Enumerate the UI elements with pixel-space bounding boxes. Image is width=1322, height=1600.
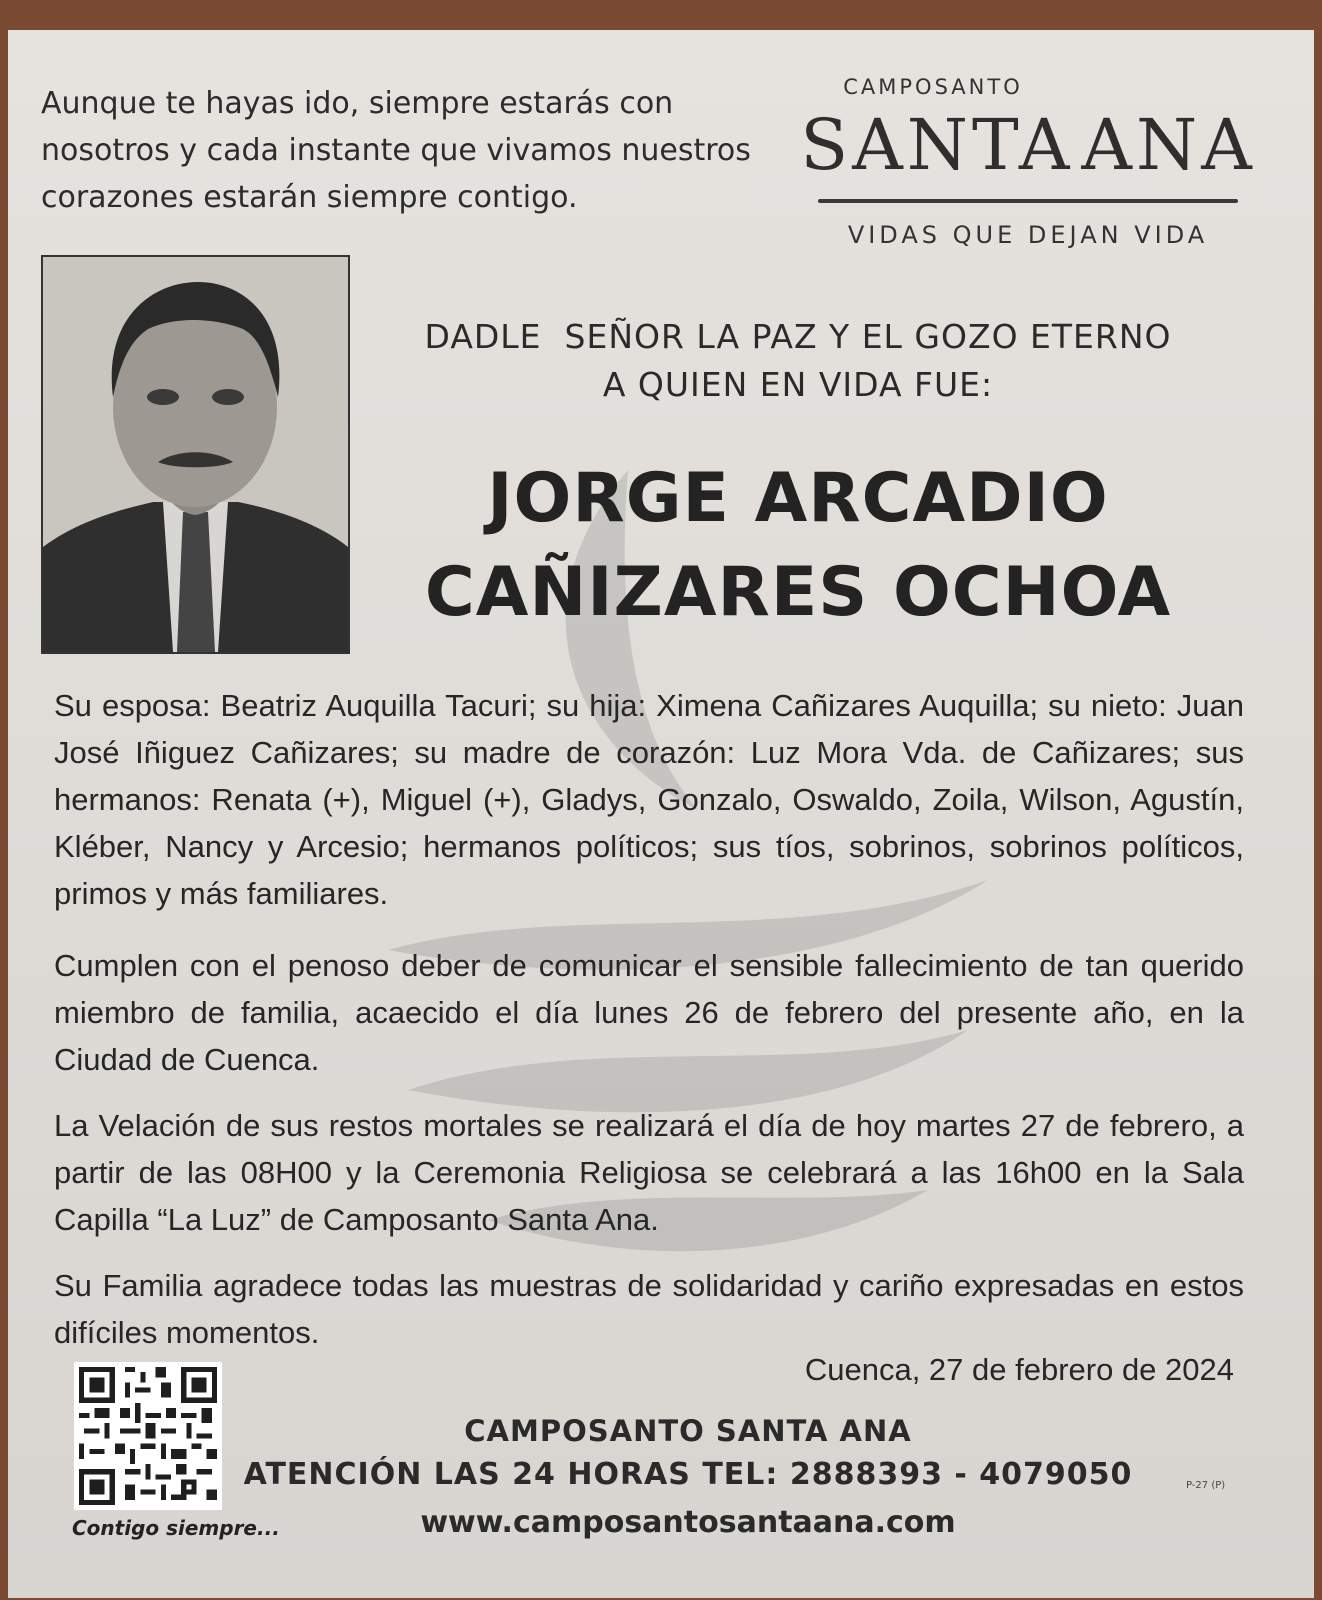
place-date: Cuenca, 27 de febrero de 2024 <box>804 1352 1234 1387</box>
brand-top-text: CAMPOSANTO <box>843 75 1023 99</box>
deceased-name-line1: JORGE ARCADIO <box>487 459 1109 538</box>
prayer-heading <box>348 313 1248 409</box>
memorial-quote: Aunque te hayas ido, siempre estarás con nosotros y cada instante que vivamos nuestros corazones estarán siempre contigo. <box>41 86 751 215</box>
print-code: P-27 (P) <box>1186 1480 1226 1491</box>
brand-divider <box>818 199 1238 203</box>
thanks-paragraph: Su Familia agradece todas las muestras de solidaridad y cariño expresadas en estos difíciles momentos. <box>54 1268 1244 1350</box>
deceased-name <box>348 452 1248 640</box>
prayer-heading-line1: DADLE SEÑOR LA PAZ Y EL GOZO ETERNO <box>424 317 1172 356</box>
ceremony-paragraph: La Velación de sus restos mortales se realizará el día de hoy martes 27 de febrero, a partir de las 08H00 y la Ceremonia Religiosa se celebrará a las 16h00 en la Sala Capilla “La Luz” de Camposanto Santa Ana. <box>54 1108 1244 1237</box>
deceased-name-line2: CAÑIZARES OCHOA <box>424 553 1172 632</box>
qr-caption: Contigo siempre... <box>72 1516 280 1540</box>
deceased-portrait <box>41 255 350 654</box>
brand-name-right: ANA <box>1081 104 1256 186</box>
prayer-heading-line2: A QUIEN EN VIDA FUE: <box>602 365 994 404</box>
brand-tagline: VIDAS QUE DEJAN VIDA <box>847 221 1209 249</box>
family-paragraph: Su esposa: Beatriz Auquilla Tacuri; su hija: Ximena Cañizares Auquilla; su nieto: Juan José Iñiguez Cañizares; su madre de corazón: Luz Mora Vda. de Cañizares; sus hermanos: Renata (+), Miguel (+), Gladys, Gonzalo, Oswaldo, Zoila, Wilson, Agustín, Kléber, Nancy y Arcesio; hermanos políticos; sus tíos, sobrinos, sobrinos políticos, primos y más familiares. <box>54 688 1244 911</box>
announcement-paragraph: Cumplen con el penoso deber de comunicar el sensible fallecimiento de tan querido miembro de familia, acaecido el día lunes 26 de febrero del presente año, en la Ciudad de Cuenca. <box>54 948 1244 1077</box>
obituary-notice <box>8 30 1314 1598</box>
brand-name <box>800 104 1256 186</box>
footer-company-name: CAMPOSANTO SANTA ANA <box>464 1414 912 1448</box>
brand-name-left: SANTA <box>800 104 1074 186</box>
footer-phone: ATENCIÓN LAS 24 HORAS TEL: 2888393 - 4079050 <box>243 1457 1133 1492</box>
footer-contact <box>238 1410 1138 1548</box>
qr-code-icon <box>74 1362 222 1510</box>
footer-website-link[interactable]: www.camposantosantaana.com <box>420 1505 956 1540</box>
brand-logo <box>800 75 1256 249</box>
